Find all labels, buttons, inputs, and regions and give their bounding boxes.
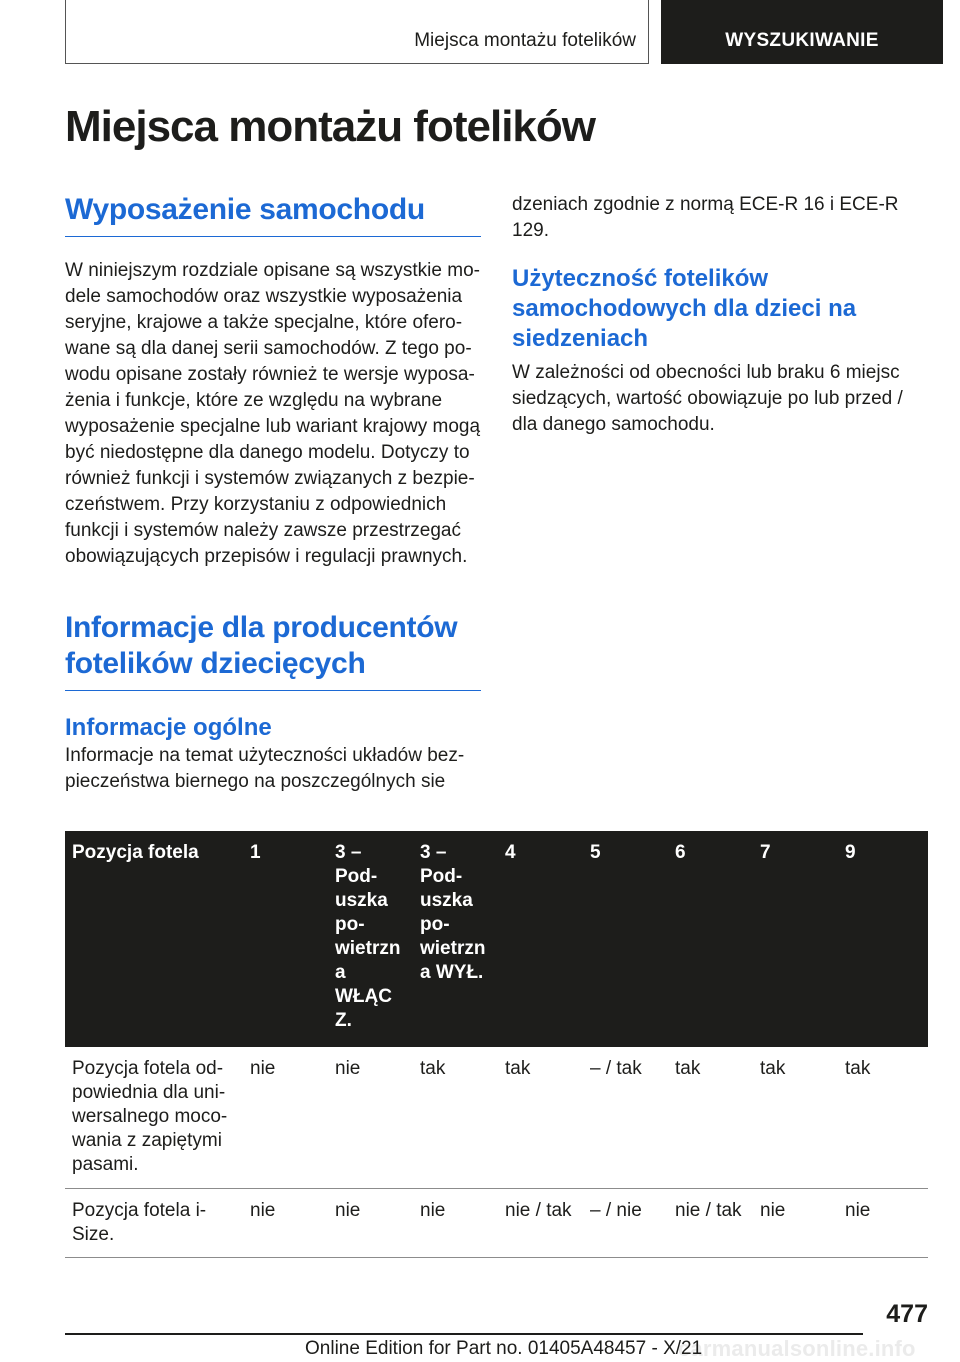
table-row <box>65 1047 928 1188</box>
table-cell: – / tak <box>583 1047 668 1188</box>
paragraph-equipment: W niniejszym rozdziale opisane są wszystkie modele samochodów oraz wszystkie wyposażenia seryjne, krajowe a także specjalne, które oferowane są dla danej serii samochodów. Z tego powodu opisane zostały również te wersje wyposażenia i funkcje, które ze względu na wybrane wyposażenie specjalne lub wariant krajowy mogą być niedostępne dla danego modelu. Dotyczy to również funkcji i systemów związanych z bezpieczeństwem. Przy korzystaniu z odpowiednich funkcji i systemów należy zawsze przestrzegać obowiązujących przepisów i regulacji prawnych. <box>65 260 481 567</box>
table-cell: nie / tak <box>668 1188 753 1257</box>
table-header-cell: 5 <box>583 831 668 1047</box>
table-header-row <box>65 831 928 1047</box>
footer-divider <box>65 1333 863 1335</box>
heading-info-manufacturers: Informacje dla producentów fotelików dziecięcych <box>65 610 481 691</box>
heading-general-info: Informacje ogólne <box>65 714 272 741</box>
footer-edition: Online Edition for Part no. 01405A48457 - X/21 <box>305 1338 703 1359</box>
table-cell: nie <box>753 1188 838 1257</box>
seat-position-table <box>65 831 928 1258</box>
table-cell: nie <box>243 1047 328 1188</box>
table-row <box>65 1188 928 1257</box>
table-cell: nie <box>328 1047 413 1188</box>
table-cell: Pozycja fotela i-Size. <box>65 1188 243 1257</box>
table-cell: nie / tak <box>498 1188 583 1257</box>
table-cell: tak <box>753 1047 838 1188</box>
table-cell: nie <box>838 1188 928 1257</box>
table-cell: tak <box>498 1047 583 1188</box>
paragraph-general-info: Informacje na temat użyteczności układów bezpieczeństwa biernego na poszczególnych sie <box>65 745 465 792</box>
right-column <box>512 192 928 438</box>
page-title: Miejsca montażu fotelików <box>65 102 595 151</box>
left-column <box>65 192 481 795</box>
table-header-cell: 1 <box>243 831 328 1047</box>
heading-usability: Użyteczność fotelików samochodowych dla dzieci na siedzeniach <box>512 265 857 352</box>
search-button[interactable]: WYSZUKIWANIE <box>661 0 943 64</box>
paragraph-usability: W zależności od obecności lub braku 6 miejsc siedzących, wartość obowiązuje po lub przed / dla danego samochodu. <box>512 362 903 435</box>
table-cell: nie <box>328 1188 413 1257</box>
table-cell: nie <box>413 1188 498 1257</box>
page-number: 477 <box>886 1300 928 1328</box>
table-cell: tak <box>413 1047 498 1188</box>
paragraph-continued: dzeniach zgodnie z normą ECE-R 16 i ECE-R 129. <box>512 194 899 241</box>
table-cell: tak <box>668 1047 753 1188</box>
watermark: carmanualsonline.info <box>678 1336 916 1361</box>
table-header-cell: Pozycja fotela <box>65 831 243 1047</box>
table-header-cell: 6 <box>668 831 753 1047</box>
table-cell: Pozycja fotela odpowiednia dla uniwersalnego mocowania z zapiętymi pasami. <box>65 1047 243 1188</box>
table-cell: nie <box>243 1188 328 1257</box>
table-header-cell: 9 <box>838 831 928 1047</box>
table-header-cell: 3 – Poduszka powietrzn a WŁĄC Z. <box>328 831 413 1047</box>
table-header-cell: 7 <box>753 831 838 1047</box>
heading-equipment: Wyposażenie samochodu <box>65 192 481 237</box>
table-header-cell: 4 <box>498 831 583 1047</box>
section-tab-label: Miejsca montażu fotelików <box>414 30 636 51</box>
table-header-cell: 3 – Poduszka powietrzn a WYŁ. <box>413 831 498 1047</box>
table-cell: tak <box>838 1047 928 1188</box>
section-tab[interactable] <box>65 0 649 64</box>
table-cell: – / nie <box>583 1188 668 1257</box>
